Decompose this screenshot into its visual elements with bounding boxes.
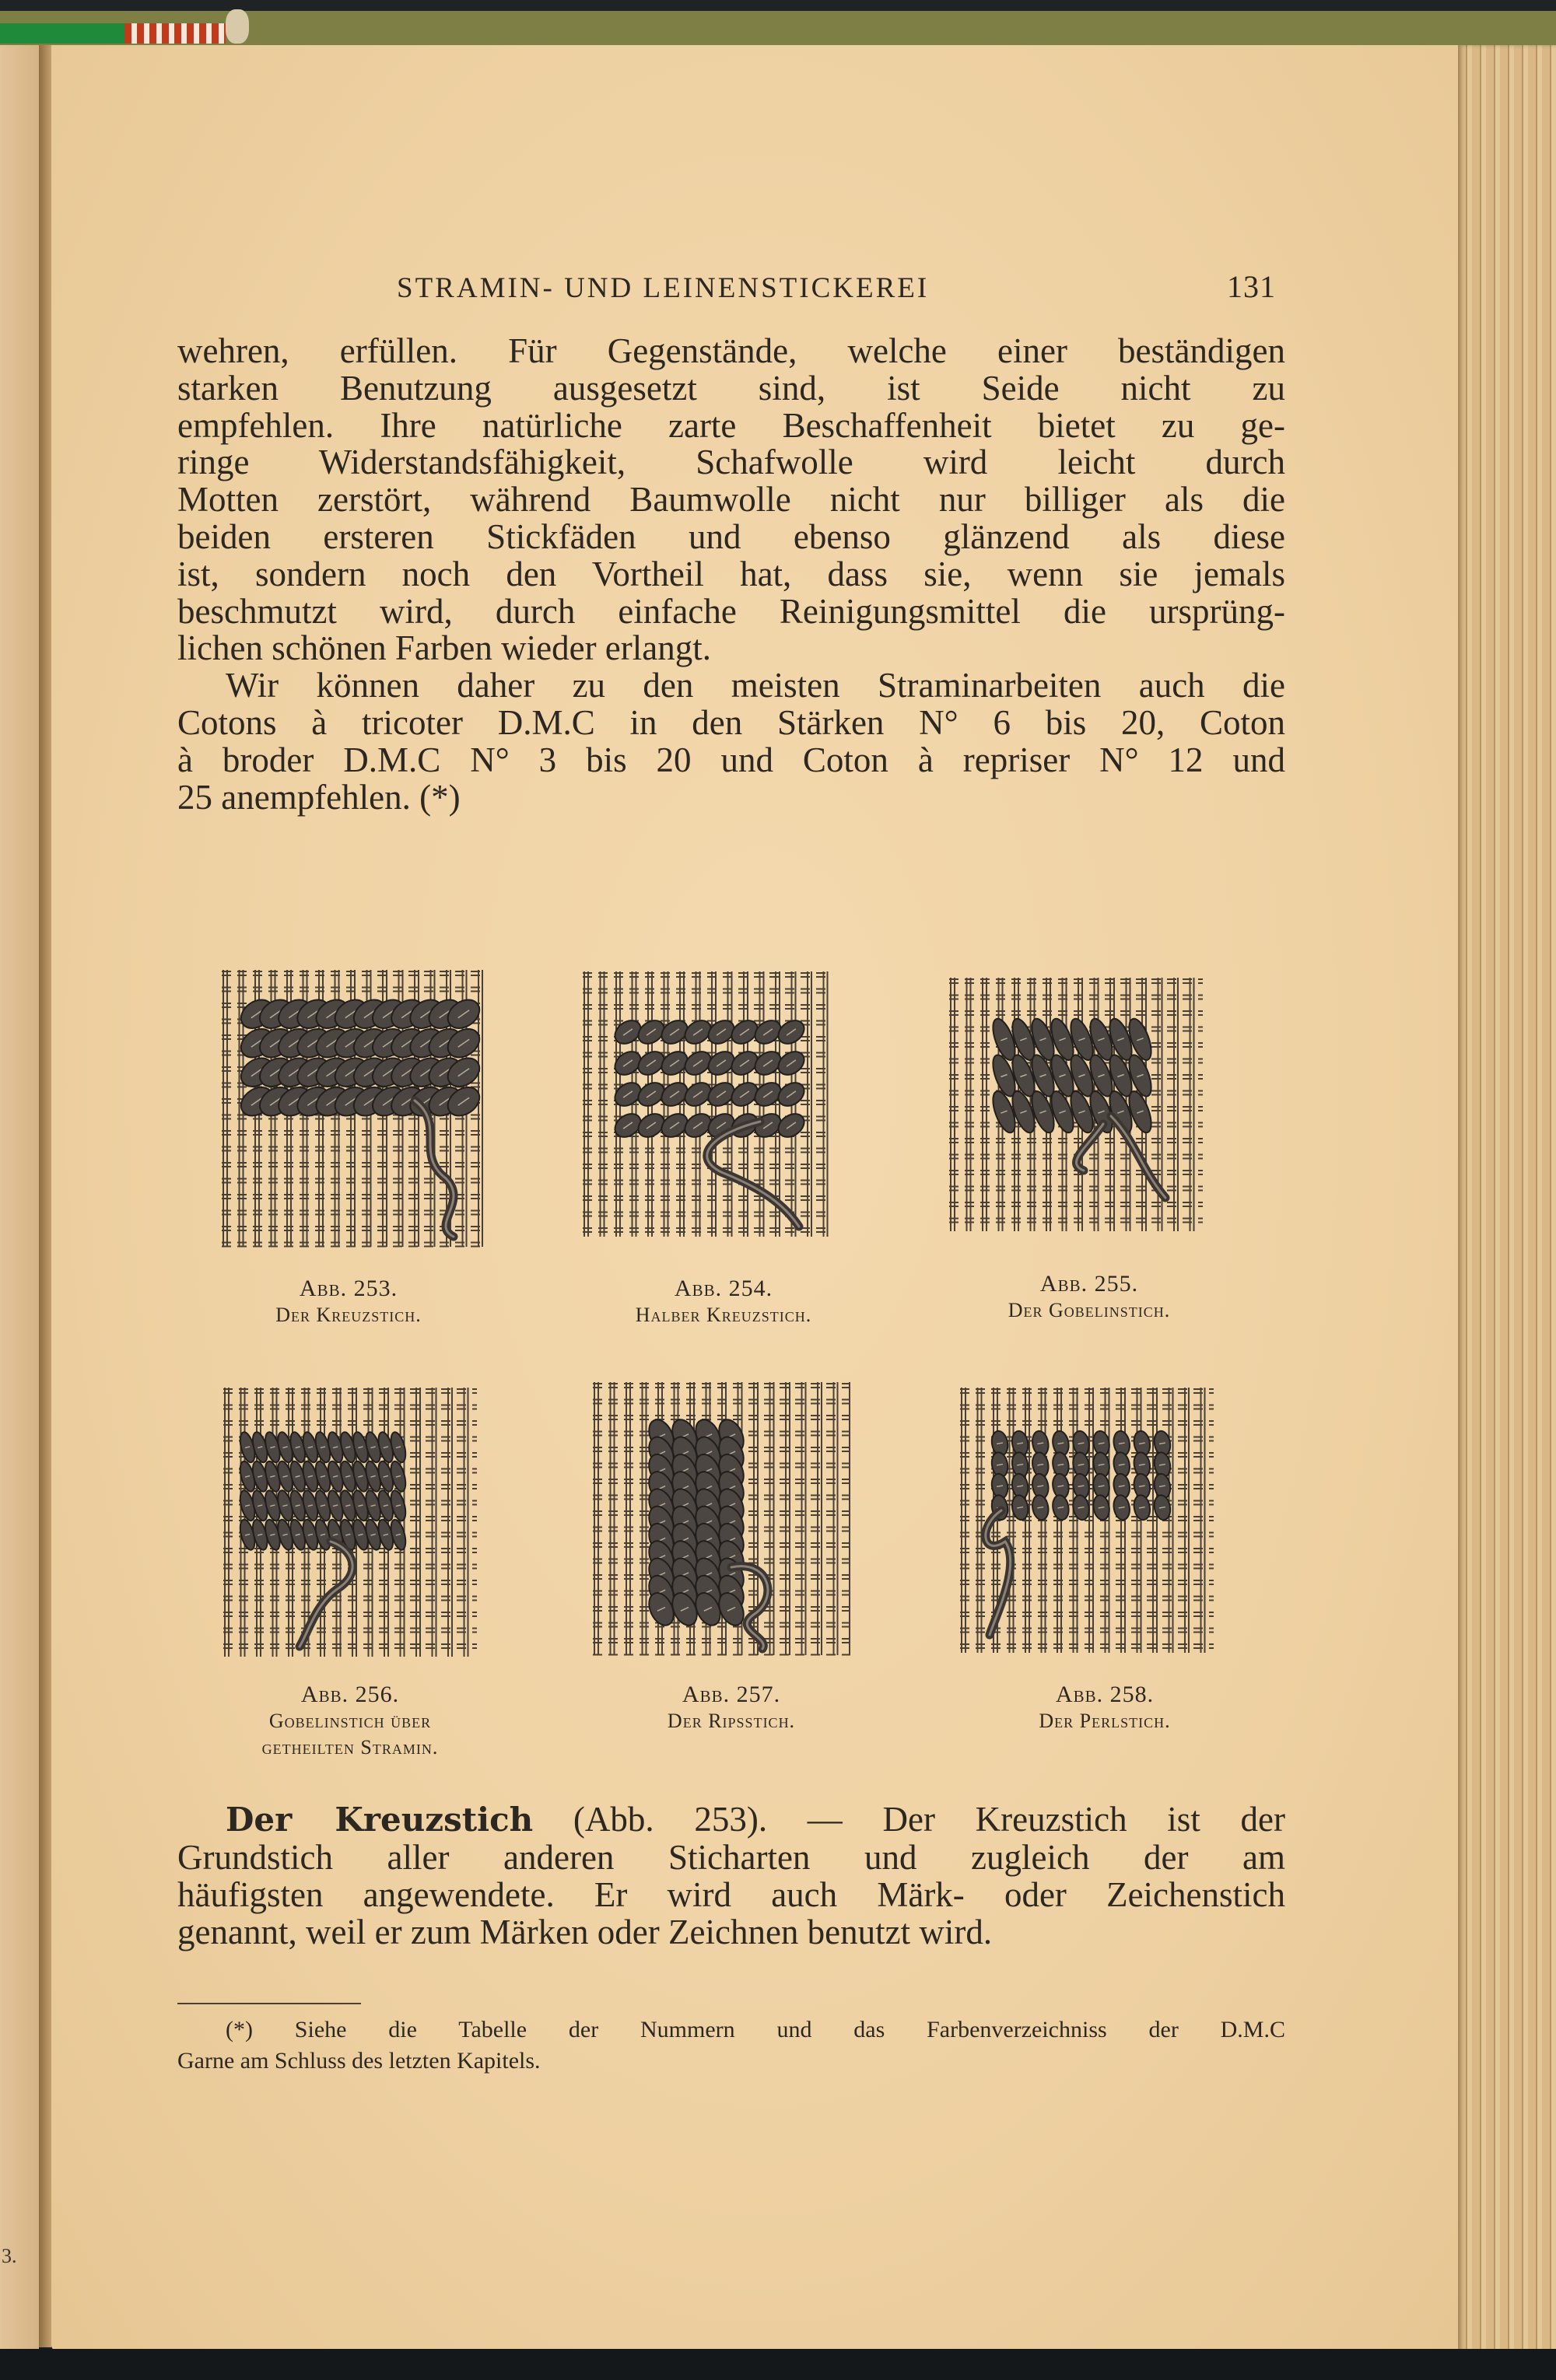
figure-abb-255-gobelin-stitch [948, 976, 1204, 1233]
footnote-rule [177, 2003, 361, 2004]
text-line: beschmutzt wird, durch einfache Reinigungsmittel die ursprüng- [177, 591, 1285, 631]
paragraph-1 [177, 333, 1285, 667]
text-line [177, 1801, 1285, 1839]
page-stack-edge [1458, 45, 1556, 2355]
caption-abb-255 [918, 1271, 1260, 1324]
text-line: wehren, erfüllen. Für Gegenstände, welche einer beständigen [177, 331, 1285, 370]
caption-abb-253 [209, 1276, 489, 1328]
figure-title-line-2: getheilten Stramin. [261, 1736, 439, 1759]
figure-number: Abb. 257. [682, 1682, 781, 1707]
paragraph-2 [177, 667, 1285, 816]
figure-number: Abb. 253. [299, 1276, 398, 1301]
text-line: Cotons à tricoter D.M.C in den Stärken N° 6 bis 20, Coton [177, 702, 1285, 742]
text-line: lichen schönen Farben wieder erlangt. [177, 628, 711, 668]
figure-abb-257-rep-stitch [591, 1381, 852, 1657]
text-line: starken Benutzung ausgesetzt sind, ist Seide nicht zu [177, 368, 1285, 408]
figure-title: Der Perlstich. [1039, 1710, 1171, 1732]
caption-abb-256 [194, 1682, 506, 1761]
figure-number: Abb. 256. [300, 1682, 400, 1707]
text-line: empfehlen. Ihre natürliche zarte Beschaffenheit bietet zu ge- [177, 405, 1285, 445]
stitch-rows [989, 1016, 1156, 1135]
running-head [233, 268, 1276, 305]
footnote-line: (*) Siehe die Tabelle der Nummern und das Farbenverzeichniss der D.M.C [226, 2017, 1285, 2042]
figure-title: Der Kreuzstich. [275, 1304, 422, 1326]
text-line: Wir können daher zu den meisten Straminarbeiten auch die [226, 666, 1285, 705]
text-line: 25 anempfehlen. (*) [177, 777, 461, 817]
footnote-line: Garne am Schluss des letzten Kapitels. [177, 2048, 541, 2074]
stitch-illustration [222, 1386, 478, 1658]
section-kreuzstich [177, 1801, 1285, 1951]
page-gutter [39, 45, 51, 2347]
stitch-rows [236, 994, 485, 1122]
stitch-rows [237, 1430, 408, 1551]
book-bottom-shadow [0, 2349, 1556, 2380]
figure-number: Abb. 258. [1055, 1682, 1155, 1707]
figure-title: Der Ripsstich. [667, 1710, 796, 1732]
footnote [177, 2014, 1285, 2077]
ribbon-striped-headband [124, 23, 226, 44]
stitch-rows [990, 1430, 1172, 1521]
stitch-illustration [948, 976, 1204, 1233]
section-heading: Der Kreuzstich [226, 1801, 534, 1839]
section-text: (Abb. 253). — Der Kreuzstich ist der [533, 1800, 1285, 1839]
ribbon-fray [226, 9, 249, 44]
figure-abb-254-half-cross-stitch [581, 970, 830, 1238]
figure-title: Der Gobelinstich. [1008, 1299, 1171, 1321]
text-line: ringe Widerstandsfähigkeit, Schafwolle wird leicht durch [177, 443, 1285, 482]
stitch-rows [644, 1416, 748, 1629]
ribbon-green [0, 23, 124, 44]
figure-abb-258-pearl-stitch [958, 1386, 1215, 1654]
caption-abb-254 [545, 1276, 902, 1328]
figure-abb-253-cross-stitch [220, 968, 485, 1248]
caption-abb-257 [576, 1682, 887, 1734]
caption-abb-258 [949, 1682, 1260, 1734]
figure-title: Halber Kreuzstich. [635, 1304, 812, 1326]
text-line: genannt, weil er zum Märken oder Zeichnen benutzt wird. [177, 1913, 993, 1951]
text-line: à broder D.M.C N° 3 bis 20 und Coton à repriser N° 12 und [177, 740, 1285, 779]
page-number: 131 [1227, 269, 1276, 304]
running-head-title: STRAMIN- UND LEINENSTICKEREI [397, 272, 930, 304]
figure-abb-256-gobelin-split [222, 1386, 478, 1658]
figure-number: Abb. 255. [1039, 1271, 1139, 1297]
stitch-illustration [958, 1386, 1215, 1654]
facing-page-edge [0, 45, 39, 2363]
figure-title: Gobelinstich über [268, 1710, 432, 1732]
text-line: Motten zerstört, während Baumwolle nicht nur billiger als die [177, 480, 1285, 520]
stitch-illustration [220, 968, 485, 1248]
text-line: Grundstich aller anderen Sticharten und zugleich der am [177, 1838, 1285, 1877]
facing-page-fragment: 3. [2, 2245, 17, 2267]
stitch-illustration [591, 1381, 852, 1657]
figure-number: Abb. 254. [674, 1276, 773, 1301]
text-line: häufigsten angewendete. Er wird auch Märk- oder Zeichenstich [177, 1875, 1285, 1914]
stitch-illustration [581, 970, 830, 1238]
text-line: beiden ersteren Stickfäden und ebenso glänzend als diese [177, 516, 1285, 556]
text-line: ist, sondern noch den Vortheil hat, dass sie, wenn sie jemals [177, 554, 1285, 593]
body-text [177, 333, 1285, 816]
